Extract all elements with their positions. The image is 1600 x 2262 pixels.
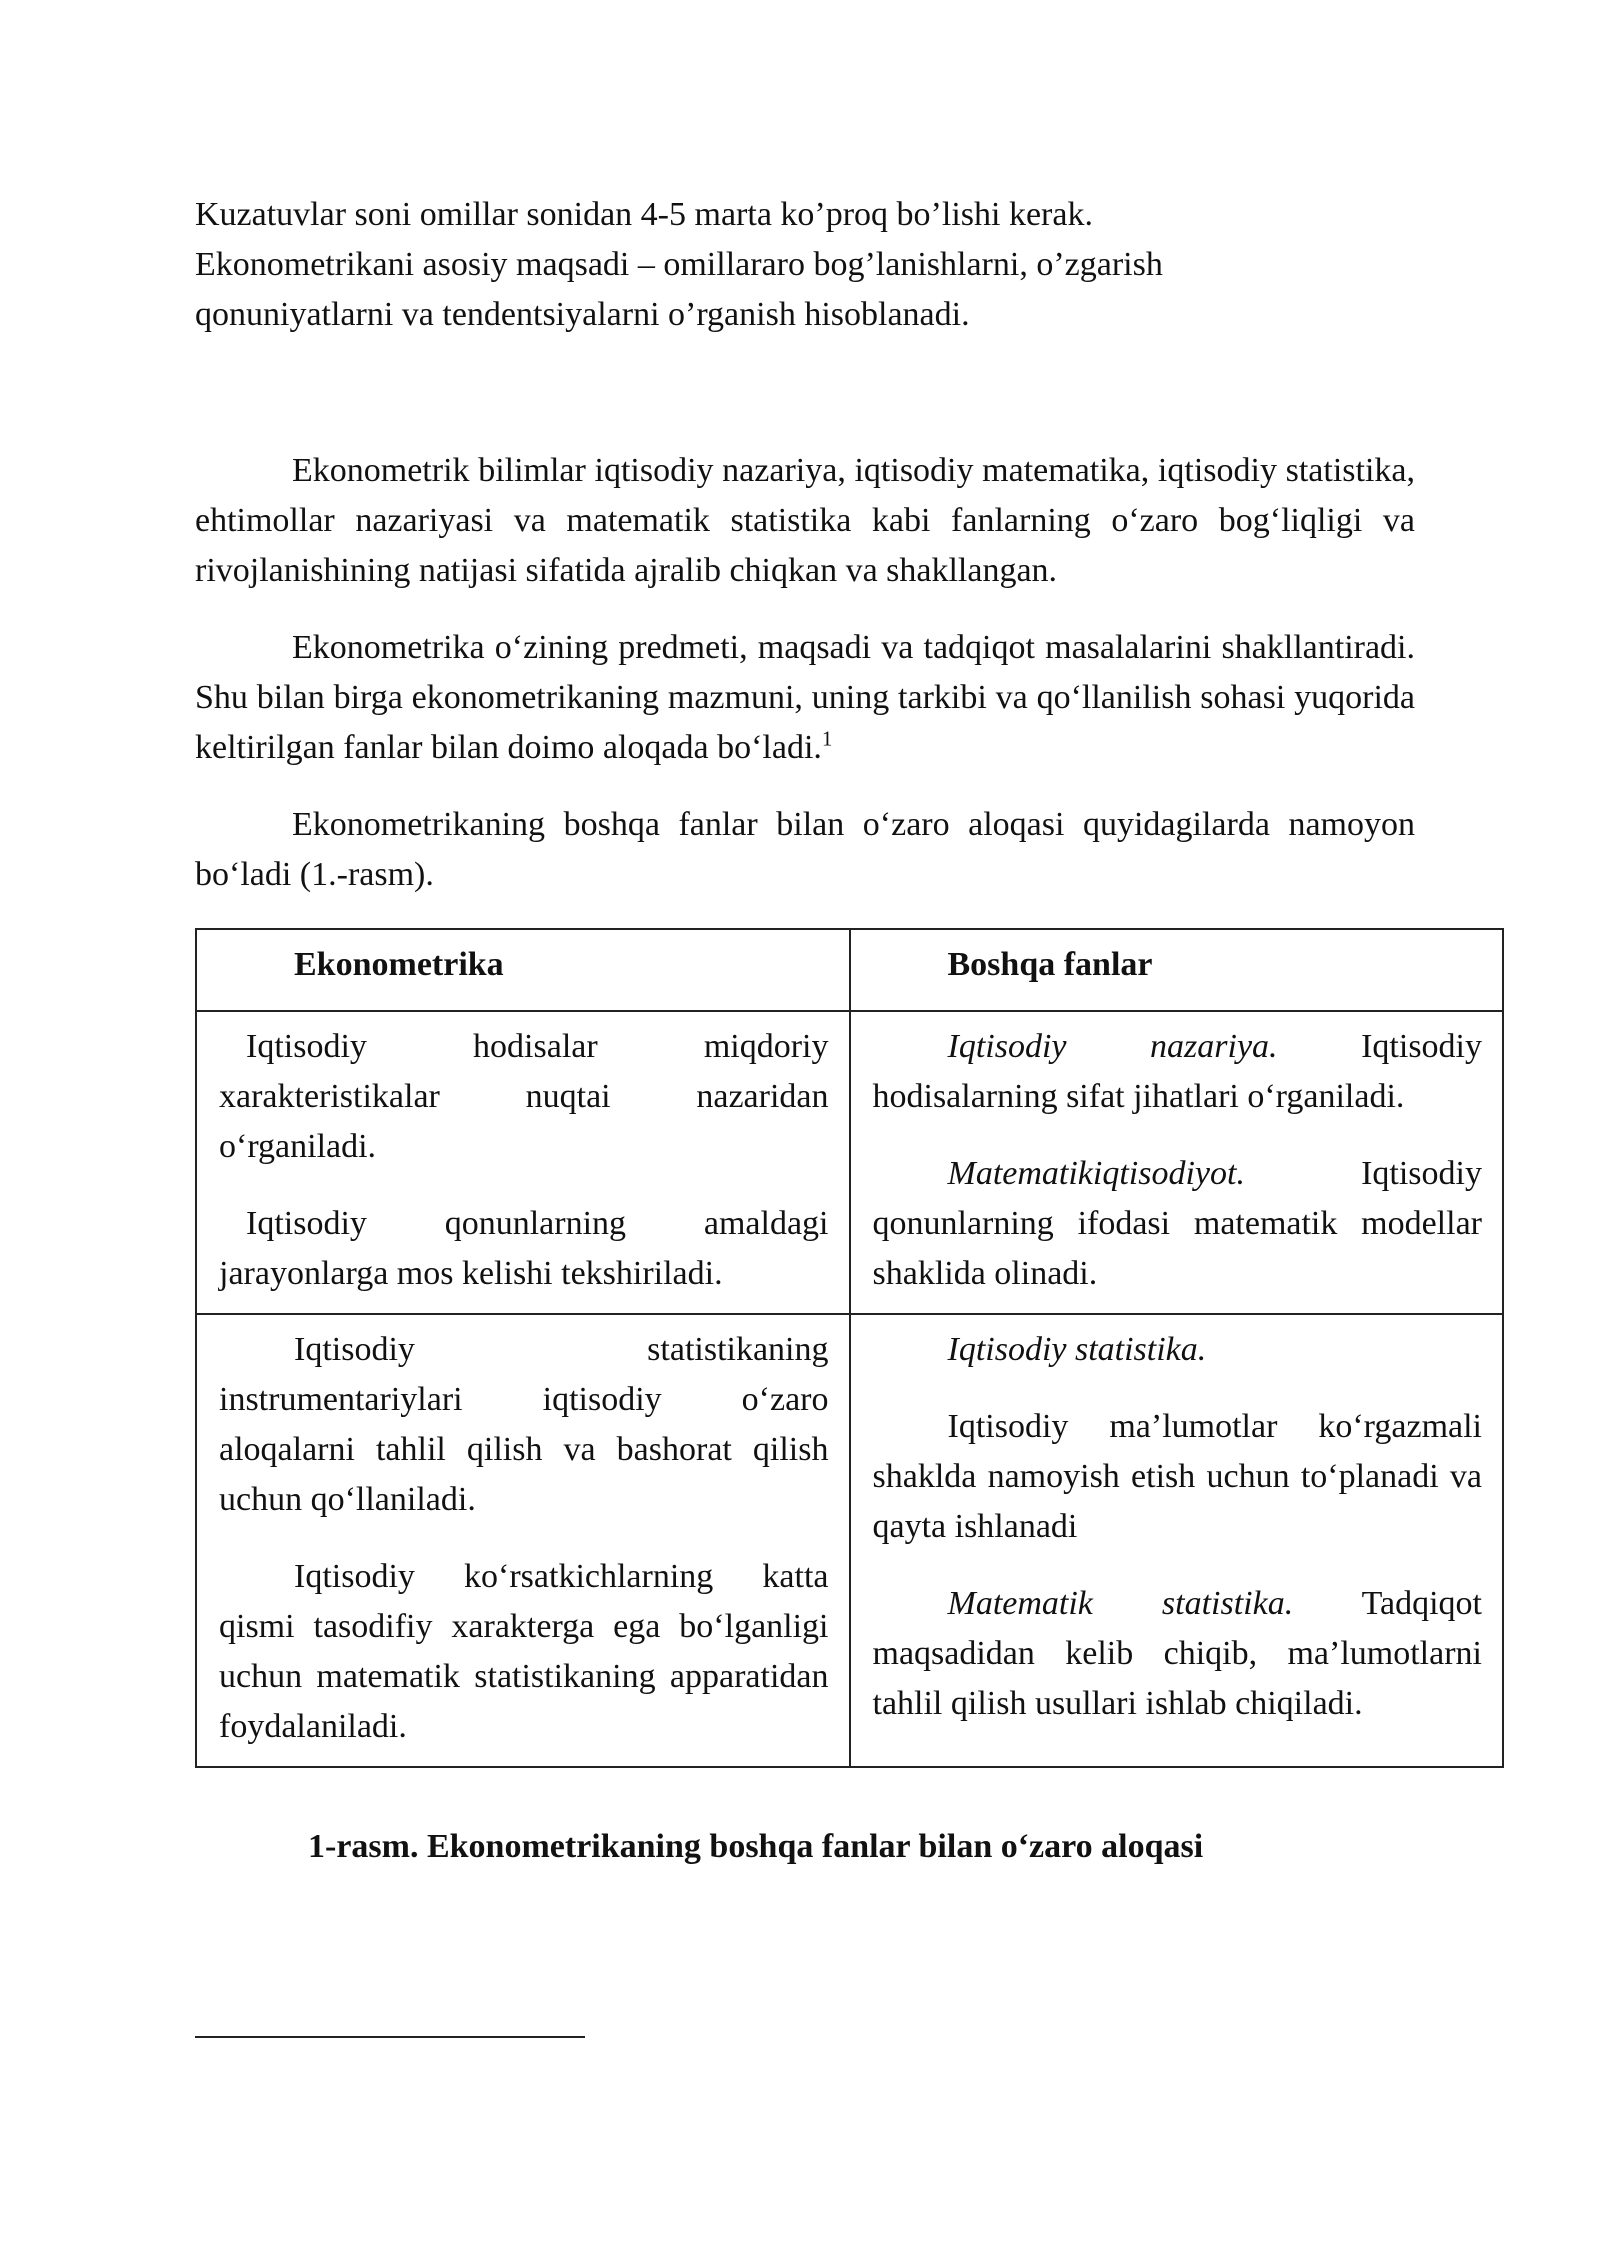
paragraph: Ekonometrik bilimlar iqtisodiy nazariya, iqtisodiy matematika, iqtisodiy statistika, ehtimollar nazariyasi va matematik statistika kabi fanlarning o‘zaro bog‘liqligi va rivojlanishining natijasi sifatida ajralib chiqkan va shakllangan. <box>195 452 1415 589</box>
header-boshqa-fanlar: Boshqa fanlar <box>850 929 1504 1011</box>
relations-table <box>195 928 1504 1768</box>
table-row <box>196 1011 1503 1314</box>
table-cell <box>196 1314 850 1767</box>
cell-paragraph: Iqtisodiy ma’lumotlar ko‘rgazmali shaklda namoyish etish uchun to‘planadi va qayta ishlanadi <box>872 1408 1482 1545</box>
table-cell <box>196 1011 850 1314</box>
table-cell <box>850 1011 1504 1314</box>
footnote-separator <box>195 2036 585 2038</box>
header-ekonometrika: Ekonometrika <box>196 929 850 1011</box>
figure-caption: 1-rasm. Ekonometrikaning boshqa fanlar bilan o‘zaro aloqasi <box>308 1828 1204 1865</box>
cell-paragraph: Iqtisodiy statistikaning instrumentariylari iqtisodiy o‘zaro aloqalarni tahlil qilish va bashorat qilish uchun qo‘llaniladi. <box>219 1331 829 1518</box>
intro-line: qonuniyatlarni va tendentsiyalarni o’rganish hisoblanadi. <box>195 296 970 333</box>
intro-line: Ekonometrikani asosiy maqsadi – omillararo bog’lanishlarni, o’zgarish <box>195 246 1163 283</box>
cell-paragraph <box>873 1325 1483 1375</box>
table-cell <box>850 1314 1504 1767</box>
body-text <box>195 446 1415 927</box>
cell-paragraph: Iqtisodiy ko‘rsatkichlarning katta qismi tasodifiy xarakterga ega bo‘lganligi uchun matematik statistikaning apparatidan foydalaniladi. <box>219 1558 829 1745</box>
table-row <box>196 1314 1503 1767</box>
footnote-reference[interactable]: 1 <box>821 726 833 751</box>
cell-paragraph: Iqtisodiy qonunlarning amaldagi jarayonlarga mos kelishi tekshiriladi. <box>219 1205 829 1292</box>
intro-line: Kuzatuvlar soni omillar sonidan 4-5 marta ko’proq bo’lishi kerak. <box>195 196 1093 233</box>
subject-name: Iqtisodiy statistika. <box>947 1331 1207 1368</box>
subject-name: Matematik statistika. <box>947 1585 1294 1622</box>
table-header-row <box>196 929 1503 1011</box>
paragraph: Ekonometrika o‘zining predmeti, maqsadi va tadqiqot masalalarini shakllantiradi. Shu bilan birga ekonometrikaning mazmuni, uning tarkibi va qo‘llanilish sohasi yuqorida keltirilgan fanlar bilan doimo aloqada bo‘ladi.$^1$ <box>195 629 1415 766</box>
cell-paragraph: Iqtisodiy nazariya. Iqtisodiy hodisalarning sifat jihatlari o‘rganiladi. <box>872 1028 1482 1115</box>
paragraph: Ekonometrikaning boshqa fanlar bilan o‘zaro aloqasi quyidagilarda namoyon bo‘ladi (1.-rasm). <box>195 806 1415 893</box>
cell-paragraph: Matematik statistika. Tadqiqot maqsadidan kelib chiqib, ma’lumotlarni tahlil qilish usullari ishlab chiqiladi. <box>872 1585 1483 1722</box>
cell-paragraph: Matematikiqtisodiyot. Iqtisodiy qonunlarning ifodasi matematik modellar shaklida olinadi. <box>872 1155 1482 1292</box>
subject-name: Iqtisodiy nazariya. <box>947 1028 1278 1065</box>
subject-name: Matematikiqtisodiyot. <box>947 1155 1245 1192</box>
cell-paragraph: Iqtisodiy hodisalar miqdoriy xarakteristikalar nuqtai nazaridan o‘rganiladi. <box>219 1028 829 1165</box>
intro-block <box>195 190 1415 340</box>
